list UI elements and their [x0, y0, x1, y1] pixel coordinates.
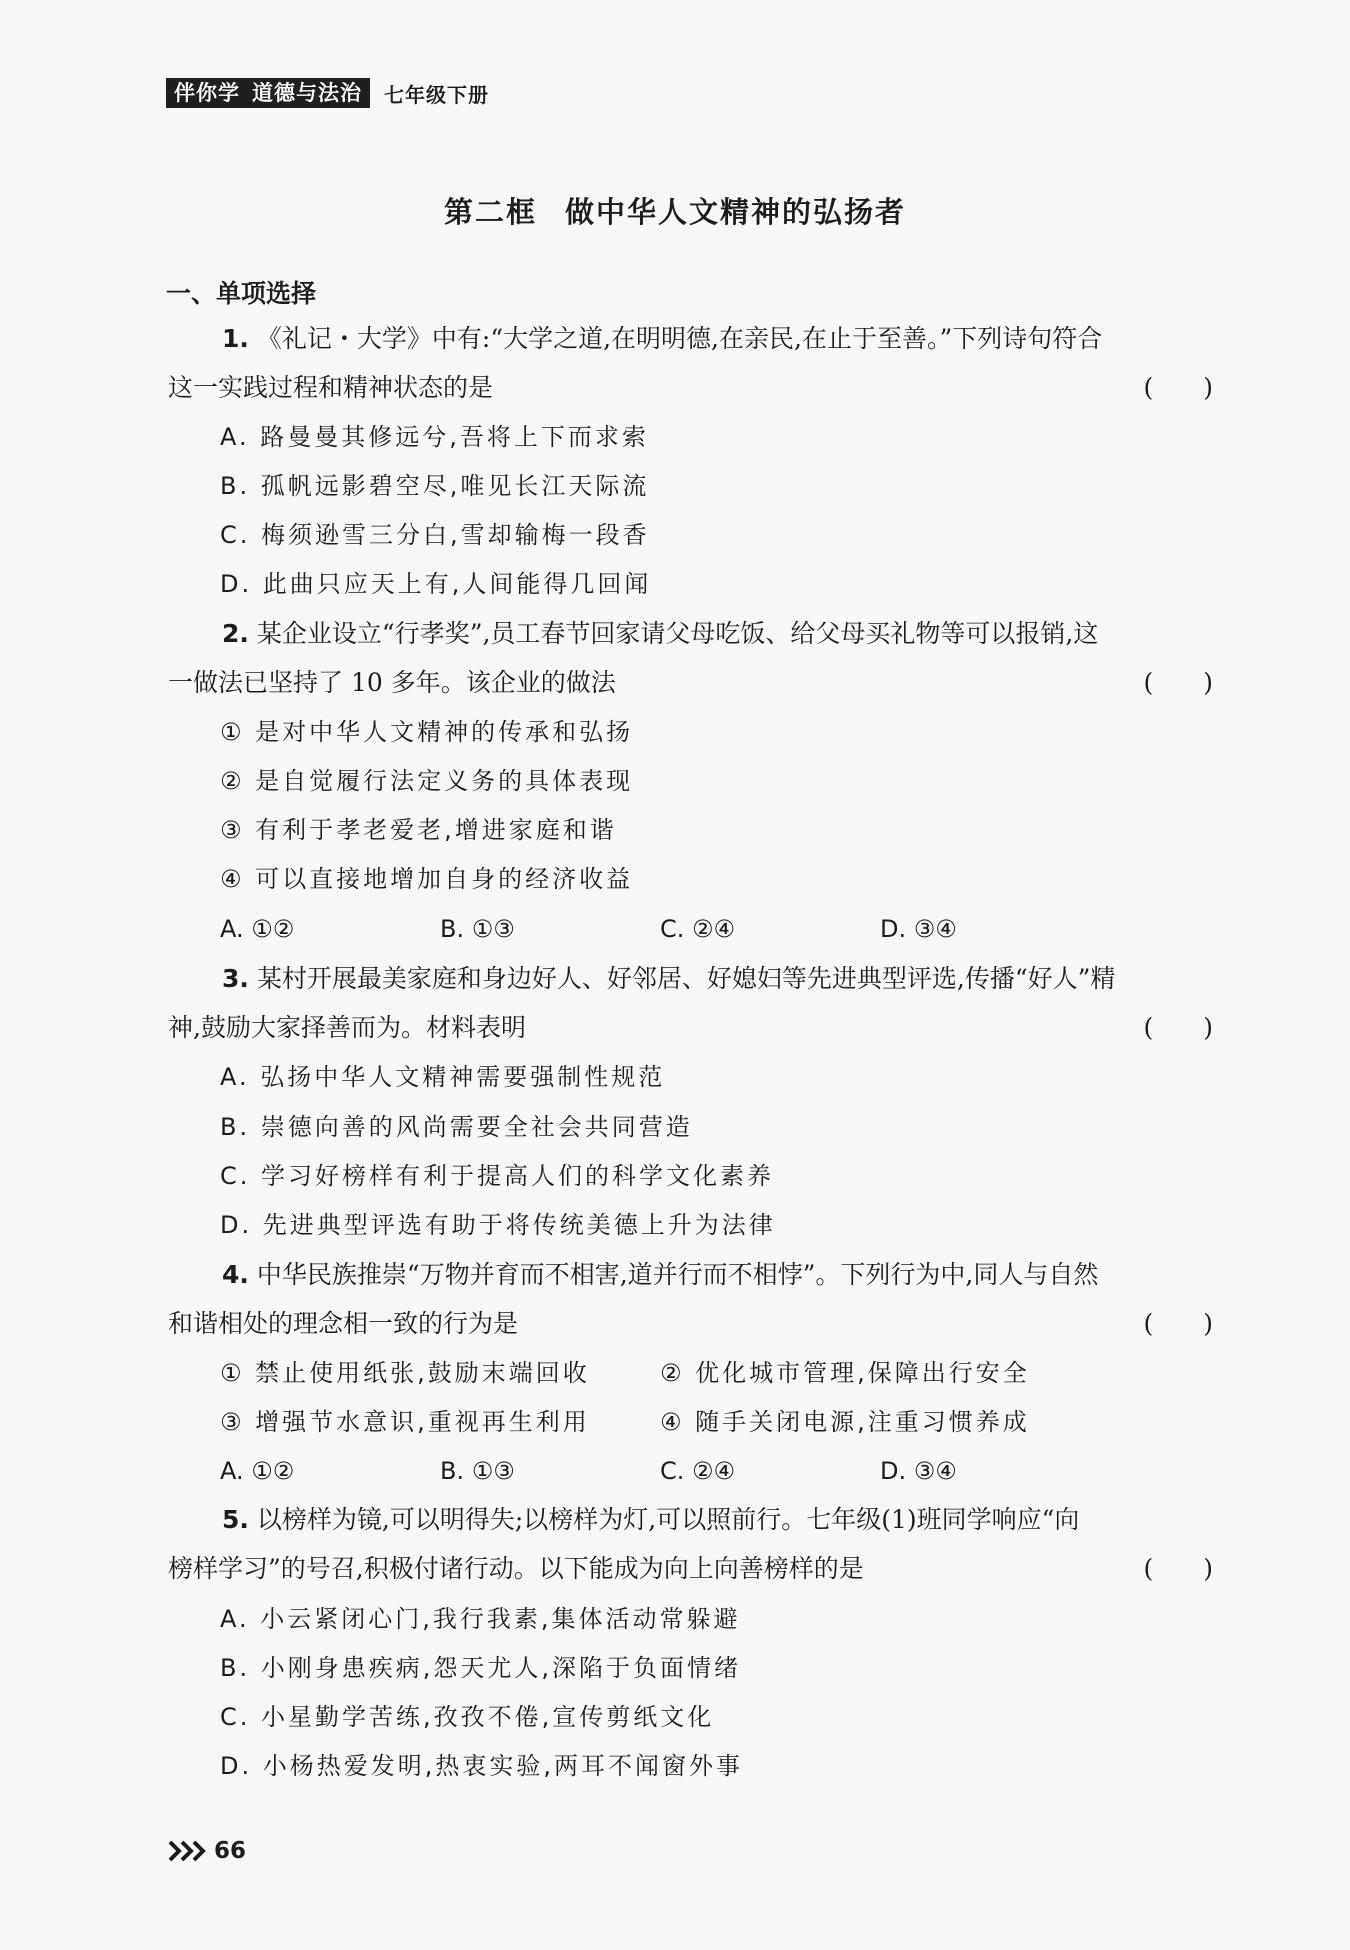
question-4-option-a[interactable]: A. ①②	[220, 1457, 295, 1485]
question-4-statement-3: ③ 增强节水意识,重视再生利用	[220, 1408, 590, 1436]
question-3-option-d[interactable]: D. 先进典型评选有助于将传统美德上升为法律	[220, 1211, 776, 1239]
grade-label: 七年级下册	[384, 82, 489, 107]
title-section-number: 第二框	[443, 195, 537, 229]
question-3-option-b[interactable]: B. 崇德向善的风尚需要全社会共同营造	[220, 1113, 693, 1141]
question-4-statement-2: ② 优化城市管理,保障出行安全	[660, 1359, 1030, 1387]
question-5-line-1: 5. 以榜样为镜,可以明得失;以榜样为灯,可以照前行。七年级(1)班同学响应“向	[222, 1505, 1080, 1534]
question-2-statement-3: ③ 有利于孝老爱老,增进家庭和谐	[220, 816, 617, 844]
question-4-option-c[interactable]: C. ②④	[660, 1457, 736, 1485]
section-heading: 一、单项选择	[166, 279, 317, 308]
question-3-option-a[interactable]: A. 弘扬中华人文精神需要强制性规范	[220, 1063, 666, 1091]
question-3-option-c[interactable]: C. 学习好榜样有利于提高人们的科学文化素养	[220, 1162, 775, 1190]
question-1-option-b[interactable]: B. 孤帆远影碧空尽,唯见长江天际流	[220, 472, 650, 500]
answer-blank[interactable]: ( )	[1143, 1309, 1213, 1338]
question-5-option-b[interactable]: B. 小刚身患疾病,怨天尤人,深陷于负面情绪	[220, 1654, 741, 1682]
question-1-option-a[interactable]: A. 路曼曼其修远兮,吾将上下而求索	[220, 423, 649, 451]
subject-name: 道德与法治	[252, 81, 362, 105]
question-3-line-2: 神,鼓励大家择善而为。材料表明 ( )	[168, 1011, 1213, 1045]
question-4-line-2: 和谐相处的理念相一致的行为是 ( )	[168, 1307, 1213, 1341]
title-text: 做中华人文精神的弘扬者	[565, 195, 907, 229]
question-2-option-c[interactable]: C. ②④	[660, 915, 736, 943]
question-2-options	[220, 912, 1100, 946]
triple-chevron-right-icon	[168, 1839, 208, 1863]
question-5-option-d[interactable]: D. 小杨热爱发明,热衷实验,两耳不闻窗外事	[220, 1752, 743, 1780]
question-4-statements-row-2	[220, 1405, 1100, 1439]
question-4-option-b[interactable]: B. ①③	[440, 1457, 515, 1485]
question-4-line-1: 4. 中华民族推崇“万物并育而不相害,道并行而不相悖”。下列行为中,同人与自然	[222, 1260, 1099, 1289]
question-2-statement-4: ④ 可以直接地增加自身的经济收益	[220, 865, 634, 893]
question-2-option-b[interactable]: B. ①③	[440, 915, 515, 943]
question-2-statement-2: ② 是自觉履行法定义务的具体表现	[220, 767, 634, 795]
question-4-statement-4: ④ 随手关闭电源,注重习惯养成	[660, 1408, 1030, 1436]
page-number: 66	[214, 1838, 247, 1864]
question-4-number: 4.	[222, 1260, 249, 1289]
question-5-line-2: 榜样学习”的号召,积极付诸行动。以下能成为向上向善榜样的是 ( )	[168, 1552, 1213, 1586]
question-1-option-d[interactable]: D. 此曲只应天上有,人间能得几回闻	[220, 570, 652, 598]
question-1-option-c[interactable]: C. 梅须逊雪三分白,雪却输梅一段香	[220, 521, 650, 549]
question-3-number: 3.	[222, 964, 249, 993]
question-4-statement-1: ① 禁止使用纸张,鼓励末端回收	[220, 1359, 590, 1387]
question-1-number: 1.	[222, 324, 249, 353]
series-badge	[166, 78, 370, 108]
question-2-option-d[interactable]: D. ③④	[880, 915, 957, 943]
answer-blank[interactable]: ( )	[1143, 373, 1213, 402]
question-4-option-d[interactable]: D. ③④	[880, 1457, 957, 1485]
question-4-options	[220, 1454, 1100, 1488]
question-4-statements-row-1	[220, 1356, 1100, 1390]
question-3-line-1: 3. 某村开展最美家庭和身边好人、好邻居、好媳妇等先进典型评选,传播“好人”精	[222, 964, 1116, 993]
running-header	[166, 78, 489, 108]
question-5-number: 5.	[222, 1505, 249, 1534]
question-2-option-a[interactable]: A. ①②	[220, 915, 295, 943]
question-1-line-2: 这一实践过程和精神状态的是 ( )	[168, 371, 1213, 405]
question-1-line-1: 1. 《礼记・大学》中有:“大学之道,在明明德,在亲民,在止于至善。”下列诗句符合	[222, 324, 1103, 353]
question-2-line-2: 一做法已坚持了 10 多年。该企业的做法 ( )	[168, 666, 1213, 700]
series-name: 伴你学	[174, 81, 240, 105]
question-5-option-a[interactable]: A. 小云紧闭心门,我行我素,集体活动常躲避	[220, 1605, 741, 1633]
question-2-number: 2.	[222, 619, 249, 648]
question-2-line-1: 2. 某企业设立“行孝奖”,员工春节回家请父母吃饭、给父母买礼物等可以报销,这	[222, 619, 1099, 648]
question-5-option-c[interactable]: C. 小星勤学苦练,孜孜不倦,宣传剪纸文化	[220, 1703, 715, 1731]
answer-blank[interactable]: ( )	[1143, 1013, 1213, 1042]
answer-blank[interactable]: ( )	[1143, 1554, 1213, 1583]
question-2-statement-1: ① 是对中华人文精神的传承和弘扬	[220, 718, 634, 746]
answer-blank[interactable]: ( )	[1143, 668, 1213, 697]
page-title	[0, 190, 1350, 231]
page-footer	[168, 1838, 246, 1864]
